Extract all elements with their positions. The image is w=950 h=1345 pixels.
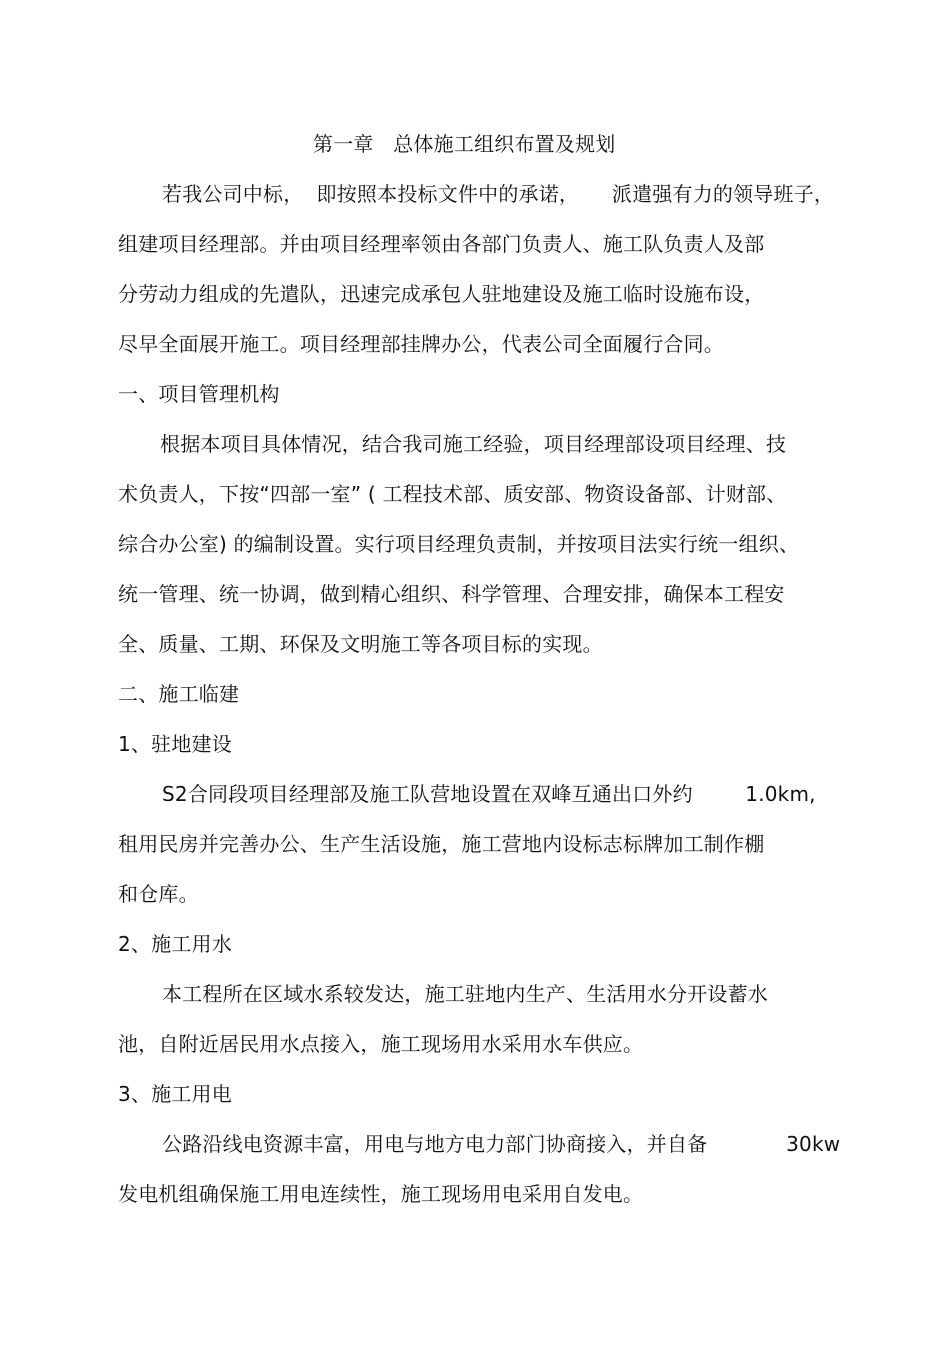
sub2-line-1: 本工程所在区域水系较发达，施工驻地内生产、生活用水分开设蓄水: [162, 982, 768, 1006]
sub1-line-2: 租用民房并完善办公、生产生活设施，施工营地内设标志标牌加工制作棚: [118, 832, 765, 856]
subsection-heading-1: 1、驻地建设: [118, 732, 232, 756]
chapter-title: 第一章 总体施工组织布置及规划: [313, 132, 616, 156]
section1-line-2: 术负责人，下按“四部一室” ( 工程技术部、质安部、物资设备部、计财部、: [118, 482, 787, 506]
sub1-line-3: 和仓库。: [118, 882, 199, 906]
sub2-line-2: 池，自附近居民用水点接入，施工现场用水采用水车供应。: [118, 1032, 644, 1056]
section1-line-1: 根据本项目具体情况，结合我司施工经验，项目经理部设项目经理、技: [160, 432, 787, 456]
intro-line-2: 组建项目经理部。并由项目经理率领由各部门负责人、施工队负责人及部: [118, 232, 765, 256]
sub3-line-2: 发电机组确保施工用电连续性，施工现场用电采用自发电。: [118, 1182, 644, 1206]
section-heading-2: 二、施工临建: [118, 682, 240, 706]
section1-line-3: 综合办公室) 的编制设置。实行项目经理负责制，并按项目法实行统一组织、: [118, 532, 800, 556]
intro-line-1: 若我公司中标， 即按照本投标文件中的承诺， 派遣强有力的领导班子，: [162, 182, 835, 206]
section1-line-4: 统一管理、统一协调，做到精心组织、科学管理、合理安排，确保本工程安: [118, 582, 785, 606]
subsection-heading-2: 2、施工用水: [118, 932, 232, 956]
section-heading-1: 一、项目管理机构: [118, 382, 280, 406]
intro-line-3: 分劳动力组成的先遣队，迅速完成承包人驻地建设及施工临时设施布设，: [118, 282, 765, 306]
subsection-heading-3: 3、施工用电: [118, 1082, 232, 1106]
intro-line-4: 尽早全面展开施工。项目经理部挂牌办公，代表公司全面履行合同。: [118, 332, 724, 356]
sub1-line-1: S2合同段项目经理部及施工队营地设置在双峰互通出口外约 1.0km,: [162, 782, 816, 806]
sub3-line-1: 公路沿线电资源丰富，用电与地方电力部门协商接入，并自备 30kw: [162, 1132, 841, 1156]
section1-line-5: 全、质量、工期、环保及文明施工等各项目标的实现。: [118, 632, 603, 656]
